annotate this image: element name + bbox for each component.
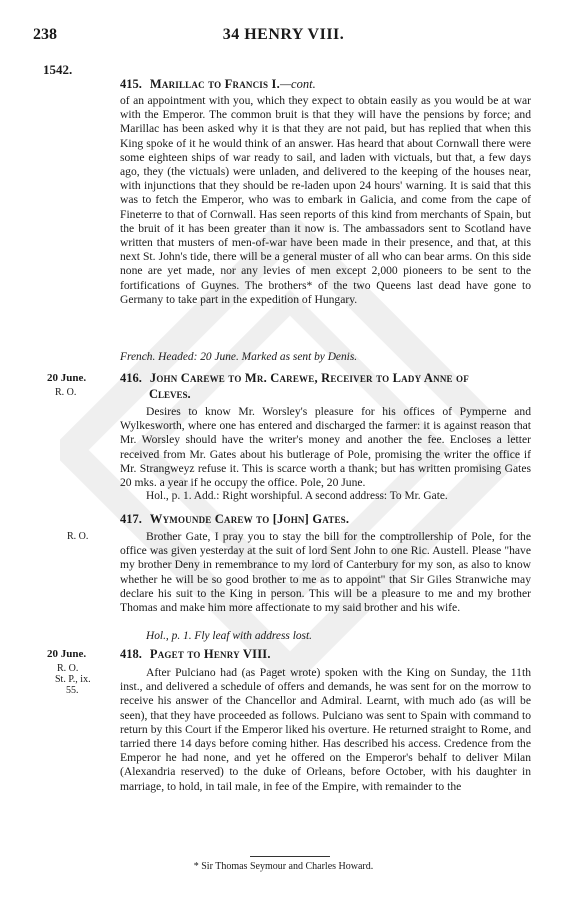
note-text: French. Headed: 20 June. Marked as sent by Denis. xyxy=(120,351,358,363)
entry-416-date: 20 June. xyxy=(47,372,87,384)
running-head: 34 HENRY VIII. xyxy=(222,26,345,43)
entry-number: 416. xyxy=(120,371,142,385)
entry-416-title-continued: Cleves. xyxy=(149,387,191,401)
entry-418-ref-2: St. P., ix. xyxy=(55,674,91,685)
entry-title: Wymounde Carew to [John] Gates. xyxy=(149,512,350,526)
entry-418-text: After Pulciano had (as Paget wrote) spoken with the King on Sunday, the 11th inst., and delivered a schedule of offers and demands, he was sent for on the morrow to receive his answer of the Chancellor and Admiral. Learnt, with much ado (as will be seen), that they have proceeded as follows. Pulciano was sent to Spain with command to return by this Court if the Emperor liked his overture. He returned straight to Rome, and tarried there 14 days before coming hither. Has described his access. Credence from the Emperor he had none, and yet he offered on the Emperor's behalf to deliver Milan (Alexandria reserved) to the duke of Orleans, before October, with his daughter in marriage, to hold, in tail male, in fee of the Empire, with remainder to the xyxy=(120,666,531,793)
entry-number: 418. xyxy=(120,647,142,661)
entry-418-ref-3: 55. xyxy=(66,685,79,696)
entry-417-heading xyxy=(120,512,349,527)
entry-number: 415. xyxy=(120,77,142,91)
entry-415-heading xyxy=(120,77,316,92)
entry-title: Paget to Henry VIII. xyxy=(149,647,271,661)
entry-418-ref-1: R. O. xyxy=(57,663,79,674)
page-number: 238 xyxy=(33,26,57,43)
entry-417-note xyxy=(120,630,531,642)
entry-417-ref: R. O. xyxy=(67,531,89,542)
entry-416-ref: R. O. xyxy=(55,387,77,398)
entry-415-text: of an appointment with you, which they expect to obtain easily as you would be at war with the Emperor. The common bruit is that they will have the pensions by force; and Marillac has been asked why it is that they are not paid, but has replied that when this King spoke of it he would think of an answer. Has heard that about Cornwall there were some eighteen ships of war ready to sail, and laden with victuals, but that, a few days ago, they (the victuals) were unladen, and delivered to the keeping of the houses near, with injunctions that they should be re-laden upon 24 hours' warning. It is said that this was to fetch the Emperor, who was to embark in Galicia, and come from the cape of Fineterre to that of Cornwall. Has seen reports of this kind from merchants of Spain, but the bruit of it has been greater than it now is. The ambassadors sent to Scotland have written that musters of men-of-war have been made in their presence, and that, at this next St. John's tide, there will be a general muster of all who can bear arms. On this side none are yet made, nor any levies of men except 2,000 pioneers to be sent to the fortifications of Guynes. The brothers* of the two Queens last dead have gone to Germany to take part in the expedition of Hungary. xyxy=(120,94,531,306)
entry-417-text: Brother Gate, I pray you to stay the bill for the comptrollership of Pole, for the office was given yesterday at the suit of lord Sent John to one Ric. Austell. Please "have my brother Deny in remembrance to my lord of Canterbury for my son, as also to know whether he will be so good brother to me as to appoint" that Sir Giles Stranwiche may declare his suit to the King in person. This will be a pleasure to me and my brother Thomas and make him more affectionate to my said brother and his wife. xyxy=(120,530,531,615)
entry-418-heading xyxy=(120,647,271,662)
entry-415-note xyxy=(120,351,531,363)
footnote-divider xyxy=(250,856,330,857)
entry-416-heading xyxy=(120,371,469,386)
entry-title: Marillac to Francis I. xyxy=(149,77,280,91)
continued-marker: —cont. xyxy=(279,77,316,91)
entry-416-text: Desires to know Mr. Worsley's pleasure for his offices of Pymperne and Wylkesworth, where one has entered and discharged the farmer: it is against reason that Mr. Worsley should have the writer's money and another the fee. Encloses a letter received from Mr. Gates about his butlerage of Pole, promising the writer the office if Mr. Strangweyz refuse it. This is scarce worth a thank; but has written promising Gates 20 mks. a year if he occupy the office. Pole, 20 June. xyxy=(120,405,531,490)
entry-416-note: Hol., p. 1. Add.: Right worshipful. A second address: To Mr. Gate. xyxy=(146,490,448,502)
entry-title: John Carewe to Mr. Carewe, Receiver to Lady Anne of xyxy=(149,371,469,385)
note-text: Hol., p. 1. Fly leaf with address lost. xyxy=(146,630,313,642)
entry-418-date: 20 June. xyxy=(47,648,87,660)
entry-number: 417. xyxy=(120,512,142,526)
page-header xyxy=(0,26,567,50)
footnote: * Sir Thomas Seymour and Charles Howard. xyxy=(193,861,374,872)
year-label: 1542. xyxy=(43,62,73,77)
